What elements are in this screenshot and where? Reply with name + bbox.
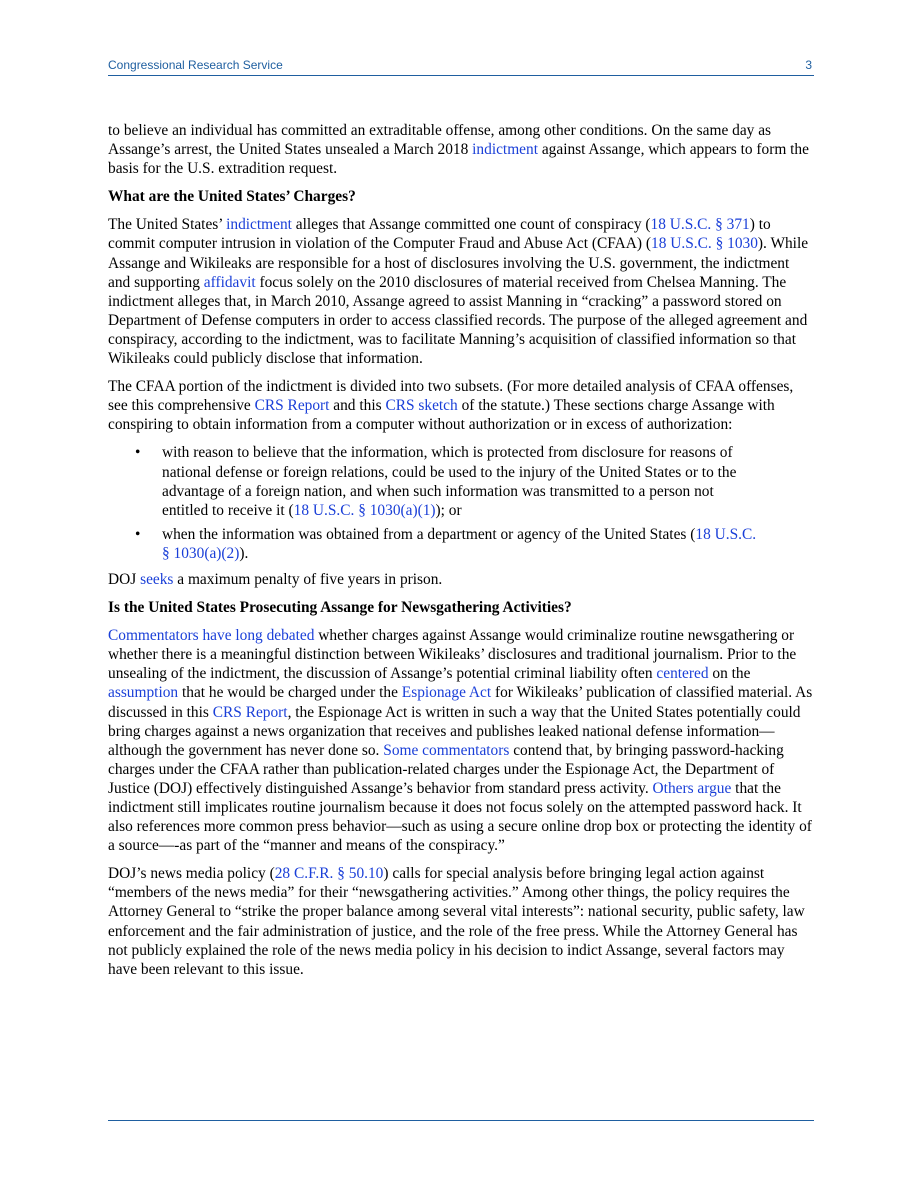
section-heading-charges: What are the United States’ Charges? [108,188,356,206]
bullet-item-1-text: with reason to believe that the information, which is protected from disclosure for reasons of national defense or foreign relations, could be used to the injury of the United States or to the advantage of a foreign nation, and when such information was transmitted to a person not entitled to receive it (18 U.S.C. § 1030(a)(1)); or [162,444,737,519]
inline-link[interactable]: CRS Report [212,703,288,721]
inline-link[interactable]: 18 U.S.C. § 371 [650,216,750,234]
inline-link[interactable]: indictment [472,141,538,159]
inline-link[interactable]: affidavit [203,273,256,291]
bullet-item-1 [108,443,814,519]
inline-link[interactable]: 18 U.S.C. § 1030 [651,235,758,253]
paragraph-1: to believe an individual has committed an extraditable offense, among other conditions. On the same day as Assange’s arrest, the United States unsealed a March 2018 indictment against Assange, which appears to form the basis for the U.S. extradition request. [108,122,809,178]
inline-link[interactable]: indictment [226,216,292,234]
inline-link[interactable]: 18 U.S.C. § 1030(a)(2) [162,525,757,562]
paragraph-3: The CFAA portion of the indictment is divided into two subsets. (For more detailed analysis of CFAA offenses, see this comprehensive CRS Report and this CRS sketch of the statute.) These sections charge Assange with conspiring to obtain information from a computer without authorization or in excess of authorization: [108,378,794,434]
inline-link[interactable]: 18 U.S.C. § 1030(a)(1) [293,501,436,519]
section-heading-newsgathering: Is the United States Prosecuting Assange for Newsgathering Activities? [108,599,572,617]
paragraph-4: DOJ seeks a maximum penalty of five years in prison. [108,570,443,588]
inline-link[interactable]: centered [656,665,709,683]
paragraph-6: DOJ’s news media policy (28 C.F.R. § 50.10) calls for special analysis before bringing legal action against “members of the news media” for their “newsgathering activities.” Among other things, the policy requires the Attorney General to “strike the proper balance among several vital interests”: national security, public safety, law enforcement and the fair administration of justice, and the role of the free press. While the Attorney General has not publicly explained the role of the news media policy in his decision to indict Assange, several factors may have been relevant to this issue. [108,865,805,978]
inline-link[interactable]: Some commentators [383,741,510,759]
inline-link[interactable]: Espionage Act [401,684,492,702]
inline-link[interactable]: 28 C.F.R. § 50.10 [274,865,384,883]
document-body [108,121,814,988]
inline-link[interactable]: CRS sketch [385,397,458,415]
paragraph-2: The United States’ indictment alleges that Assange committed one count of conspiracy (18 U.S.C. § 371) to commit computer intrusion in violation of the Computer Fraud and Abuse Act (CFAA) (18 U.S.C. § 1030). While Assange and Wikileaks are responsible for a host of disclosures involving the U.S. government, the indictment and supporting affidavit focus solely on the 2010 disclosures of material received from Chelsea Manning. The indictment alleges that, in March 2010, Assange agreed to assist Manning in “cracking” a password stored on Department of Defense computers in order to access classified records. The purpose of the alleged agreement and conspiracy, according to the indictment, was to facilitate Manning’s acquisition of classified information so that Wikileaks could publicly disclose that information. [108,216,809,368]
inline-link[interactable]: assumption [108,684,179,702]
bullet-item-2-text: when the information was obtained from a department or agency of the United States (18 U.S.C. § 1030(a)(2)). [162,525,757,562]
page-header [108,57,814,76]
bullet-marker: • [135,525,141,543]
inline-link[interactable]: Commentators have long debated [108,627,315,645]
bullet-item-2 [108,525,814,563]
report-source-label: Congressional Research Service [108,58,283,72]
paragraph-5: Commentators have long debated whether charges against Assange would criminalize routine newsgathering or whether there is a meaningful distinction between Wikileaks’ disclosures and traditional journalism. Prior to the unsealing of the indictment, the discussion of Assange’s potential criminal liability often centered on the assumption that he would be charged under the Espionage Act for Wikileaks’ publication of classified material. As discussed in this CRS Report, the Espionage Act is written in such a way that the United States potentially could bring charges against a news organization that receives and publishes leaked national defense information—although the government has never done so. Some commentators contend that, by bringing password-hacking charges under the CFAA rather than publication-related charges under the Espionage Act, the Department of Justice (DOJ) effectively distinguished Assange’s behavior from standard press activity. Others argue that the indictment still implicates routine journalism because it does not focus solely on the attempted password hack. It also references more common press behavior—such as using a secure online drop box or protecting the identity of a source—-as part of the “manner and means of the conspiracy.” [108,627,813,855]
inline-link[interactable]: seeks [140,570,174,588]
inline-link[interactable]: Others argue [652,779,732,797]
page-number: 3 [805,58,812,72]
bullet-list [108,443,814,563]
inline-link[interactable]: CRS Report [254,397,330,415]
bullet-marker: • [135,444,141,462]
footer-rule [108,1120,814,1121]
